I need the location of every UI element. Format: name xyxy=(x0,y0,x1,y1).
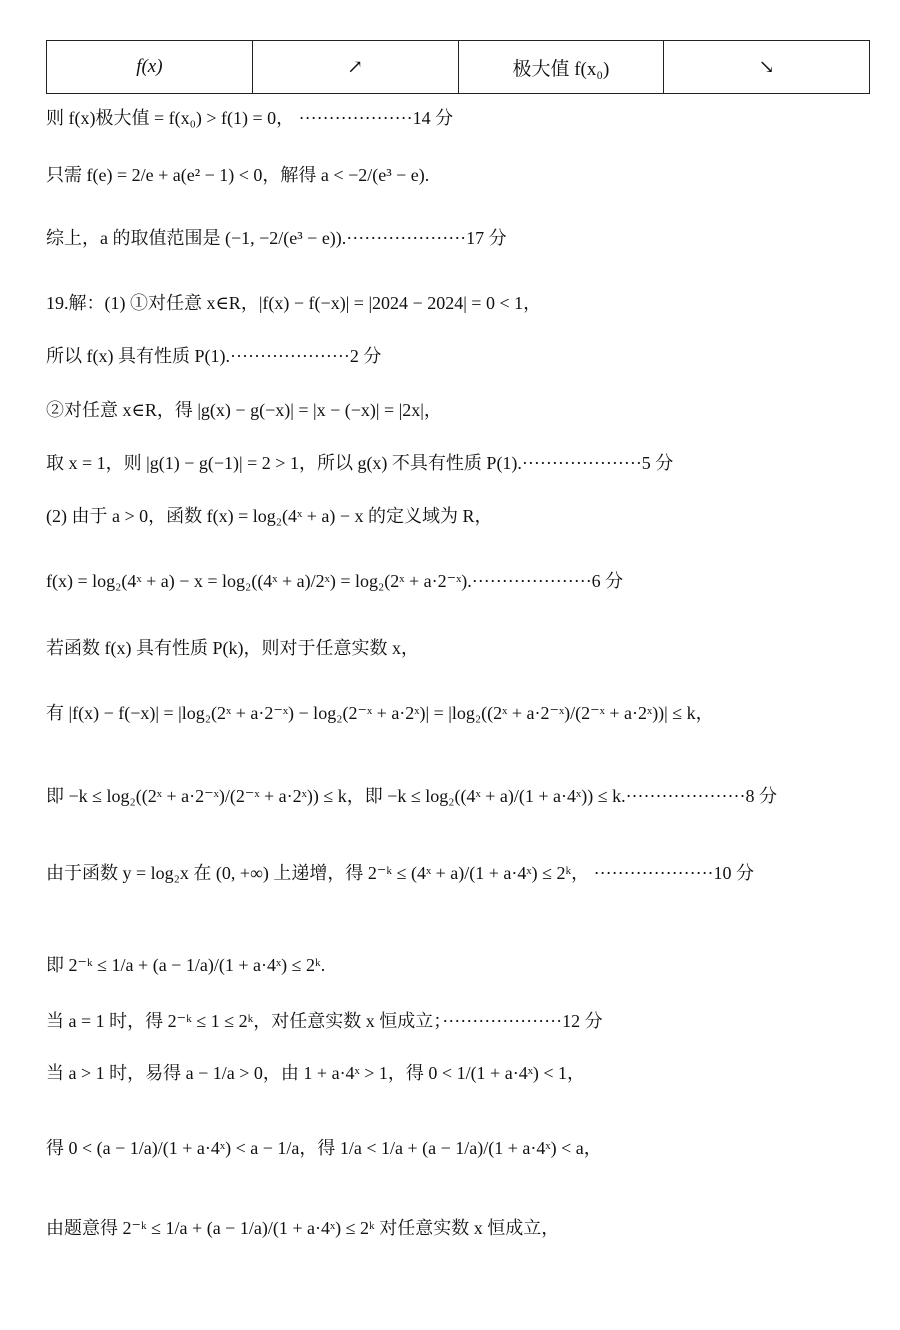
text-line: 得 0 < (a − 1/a)/(1 + a·4ˣ) < a − 1/a，得 1/a < 1/a + (a − 1/a)/(1 + a·4ˣ) < a， xyxy=(46,1138,602,1158)
text-line: 19.解：(1) ①对任意 x∈R，|f(x) − f(−x)| = |2024 − 2024| = 0 < 1， xyxy=(46,293,542,313)
variation-table-row xyxy=(46,40,870,94)
text-line: f(x) = log₂(4ˣ + a) − x = log₂((4ˣ + a)/2ˣ) = log₂(2ˣ + a·2⁻ˣ).····················6 分 xyxy=(46,571,624,591)
text-line: 则 f(x)极大值 = f(x₀) > f(1) = 0， ···················14 分 xyxy=(46,108,454,128)
text-line: 综上，a 的取值范围是 (−1, −2/(e³ − e)).····················17 分 xyxy=(46,228,507,248)
table-cell-function: f(x) xyxy=(47,41,253,93)
text-line: 有 |f(x) − f(−x)| = |log₂(2ˣ + a·2⁻ˣ) − log₂(2⁻ˣ + a·2ˣ)| = |log₂((2ˣ + a·2⁻ˣ)/(2⁻ˣ + a·2ˣ))| ≤ k， xyxy=(46,703,714,723)
table-cell-maximum: 极大值 f(x₀) xyxy=(459,41,665,93)
text-line: 由于函数 y = log₂x 在 (0, +∞) 上递增，得 2⁻ᵏ ≤ (4ˣ + a)/(1 + a·4ˣ) ≤ 2ᵏ， ····················10 分 xyxy=(46,863,755,883)
text-line: 取 x = 1，则 |g(1) − g(−1)| = 2 > 1，所以 g(x) 不具有性质 P(1).····················5 分 xyxy=(46,453,674,473)
text-line: 即 −k ≤ log₂((2ˣ + a·2⁻ˣ)/(2⁻ˣ + a·2ˣ)) ≤ k，即 −k ≤ log₂((4ˣ + a)/(1 + a·4ˣ)) ≤ k.····················8 分 xyxy=(46,786,777,806)
table-cell-decreasing: ↘ xyxy=(758,56,775,78)
text-line: 即 2⁻ᵏ ≤ 1/a + (a − 1/a)/(1 + a·4ˣ) ≤ 2ᵏ. xyxy=(46,955,326,975)
text-line: 当 a = 1 时，得 2⁻ᵏ ≤ 1 ≤ 2ᵏ，对任意实数 x 恒成立；····················12 分 xyxy=(46,1011,603,1031)
text-line: 当 a > 1 时，易得 a − 1/a > 0，由 1 + a·4ˣ > 1，得 0 < 1/(1 + a·4ˣ) < 1， xyxy=(46,1063,586,1083)
text-line: 只需 f(e) = 2/e + a(e² − 1) < 0，解得 a < −2/(e³ − e). xyxy=(46,165,430,185)
text-line: (2) 由于 a > 0，函数 f(x) = log₂(4ˣ + a) − x 的定义域为 R， xyxy=(46,506,493,526)
table-cell-increasing: ↗ xyxy=(253,41,459,93)
text-line: 所以 f(x) 具有性质 P(1).····················2 分 xyxy=(46,346,382,366)
text-line: ②对任意 x∈R，得 |g(x) − g(−x)| = |x − (−x)| = |2x|， xyxy=(46,400,442,420)
text-line: 由题意得 2⁻ᵏ ≤ 1/a + (a − 1/a)/(1 + a·4ˣ) ≤ 2ᵏ 对任意实数 x 恒成立， xyxy=(46,1218,560,1238)
text-line: 若函数 f(x) 具有性质 P(k)，则对于任意实数 x， xyxy=(46,638,419,658)
